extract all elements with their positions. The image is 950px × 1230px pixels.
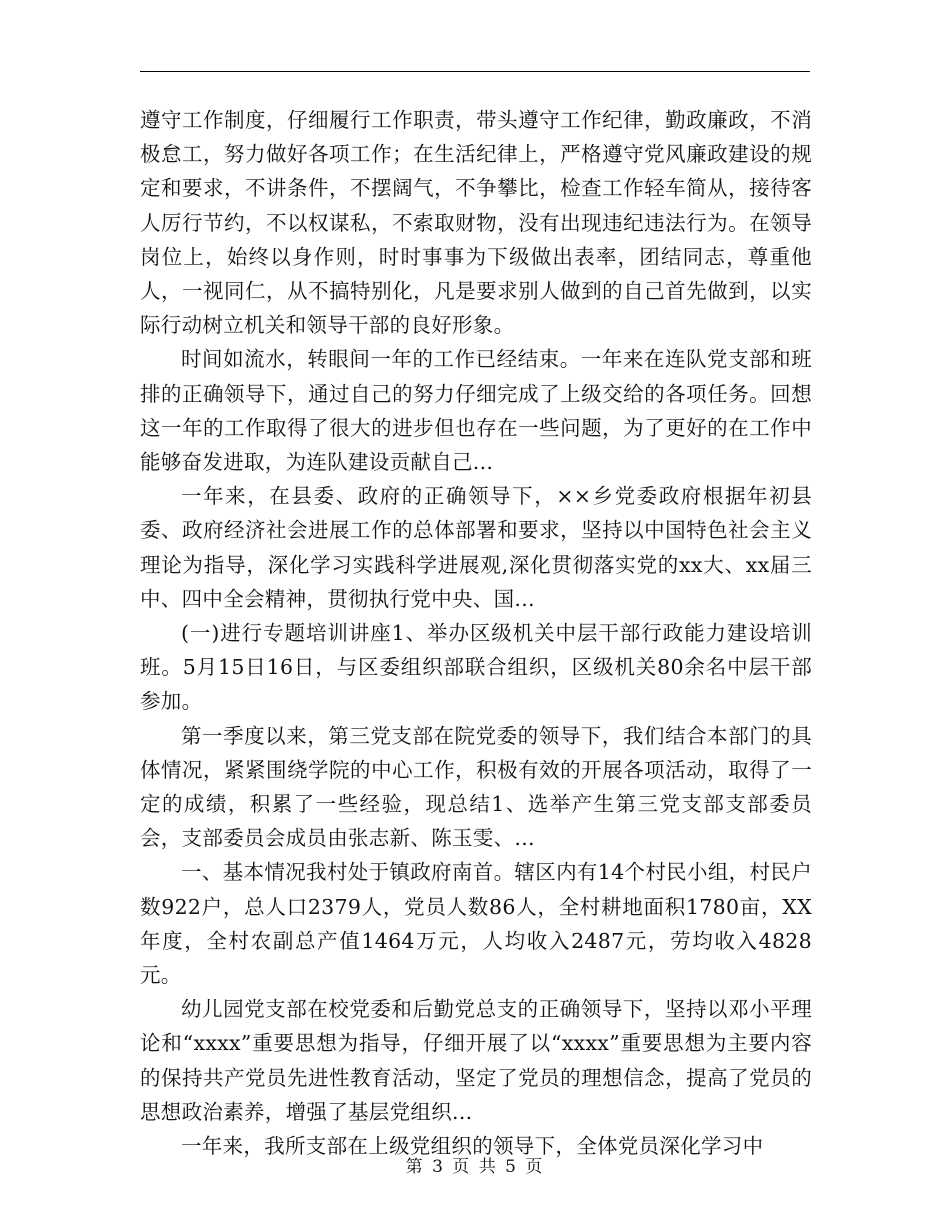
paragraph-4: (一)进行专题培训讲座1、举办区级机关中层干部行政能力建设培训班。5月15日16日，与区委组织部联合组织，区级机关80余名中层干部参加。 bbox=[140, 621, 812, 714]
paragraph-1: 遵守工作制度，仔细履行工作职责，带头遵守工作纪律，勤政廉政，不消极怠工，努力做好各项工作；在生活纪律上，严格遵守党风廉政建设的规定和要求，不讲条件，不摆阔气，不争攀比，检查工作轻车简从，接待客人厉行节约，不以权谋私，不索取财物，没有出现违纪违法行为。在领导岗位上，始终以身作则，时时事事为下级做出表率，团结同志，尊重他人，一视同仁，从不搞特别化，凡是要求别人做到的自己首先做到，以实际行动树立机关和领导干部的良好形象。 bbox=[140, 108, 812, 338]
paragraph-5: 第一季度以来，第三党支部在院党委的领导下，我们结合本部门的具体情况，紧紧围绕学院的中心工作，积极有效的开展各项活动，取得了一定的成绩，积累了一些经验，现总结1、选举产生第三党支部支部委员会，支部委员会成员由张志新、陈玉雯、... bbox=[140, 723, 812, 851]
paragraph-7: 幼儿园党支部在校党委和后勤党总支的正确领导下，坚持以邓小平理论和“xxxx”重要思想为指导，仔细开展了以“xxxx”重要思想为主要内容的保持共产党员先进性教育活动，坚定了党员的理想信念，提高了党员的思想政治素养，增强了基层党组织... bbox=[140, 997, 812, 1124]
paragraph-6: 一、基本情况我村处于镇政府南首。辖区内有14个村民小组，村民户数922户，总人口2379人，党员人数86人，全村耕地面积1780亩，XX年度，全村农副总产值1464万元，人均收入2487元，劳均收入4828元。 bbox=[140, 860, 812, 988]
paragraph-8: 一年来，我所支部在上级党组织的领导下，全体党员深化学习中 bbox=[181, 1134, 764, 1159]
paragraph-2: 时间如流水，转眼间一年的工作已经结束。一年来在连队党支部和班排的正确领导下，通过自己的努力仔细完成了上级交给的各项任务。回想这一年的工作取得了很大的进步但也存在一些问题，为了更好的在工作中能够奋发进取，为连队建设贡献自己... bbox=[140, 347, 812, 475]
header-rule bbox=[140, 71, 810, 72]
page-number: 第 3 页 共 5 页 bbox=[405, 1157, 545, 1177]
paragraph-3: 一年来，在县委、政府的正确领导下，××乡党委政府根据年初县委、政府经济社会进展工作的总体部署和要求，坚持以中国特色社会主义理论为指导，深化学习实践科学进展观,深化贯彻落实党的xx大、xx届三中、四中全会精神，贯彻执行党中央、国... bbox=[140, 484, 812, 611]
document-body bbox=[140, 103, 812, 1163]
